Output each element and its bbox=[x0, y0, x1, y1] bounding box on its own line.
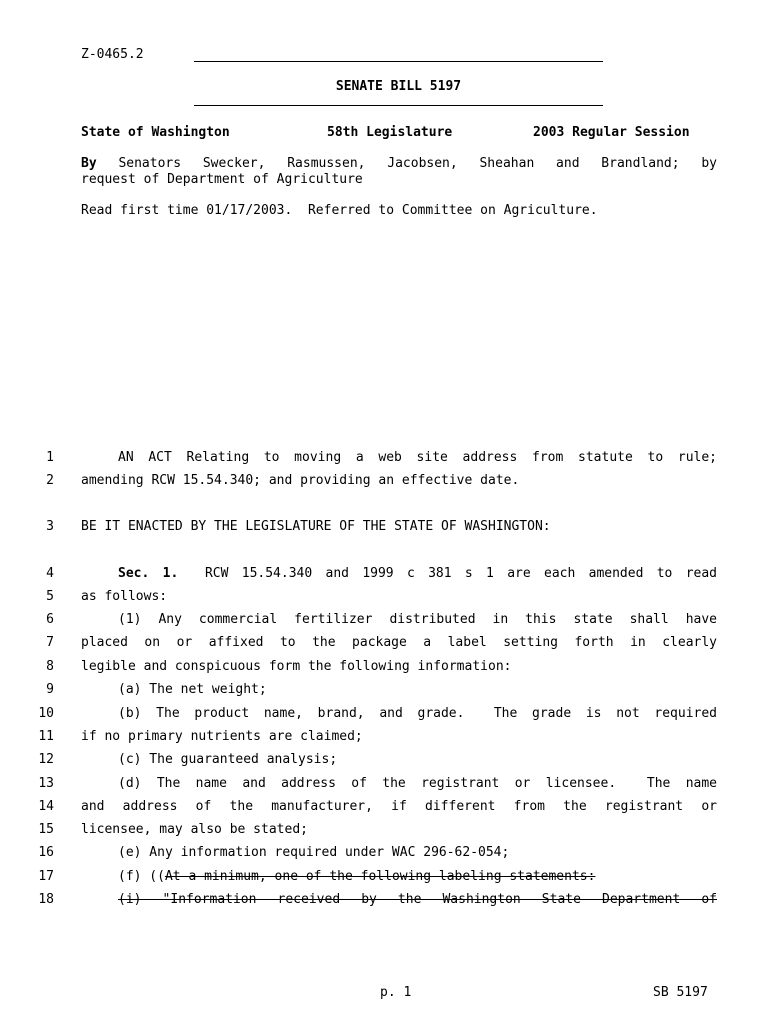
line-number: 9 bbox=[46, 682, 54, 697]
session-label: 2003 Regular Session bbox=[533, 125, 690, 140]
footer-bill-id: SB 5197 bbox=[653, 985, 708, 1000]
bill-line: (b) The product name, brand, and grade. The grade is not required bbox=[118, 706, 717, 721]
section-number: Sec. 1. bbox=[118, 566, 179, 581]
line-number: 15 bbox=[38, 822, 54, 837]
bill-line bbox=[81, 566, 717, 581]
struck-text: At a minimum, one of the following labeling statements: bbox=[164, 869, 596, 884]
sponsors-names: Senators Swecker, Rasmussen, Jacobsen, Sheahan and Brandland; by bbox=[118, 156, 718, 171]
sponsors-line-1 bbox=[81, 156, 717, 171]
struck-text: (i) "Information received by the Washington State Department of bbox=[118, 892, 717, 907]
enacting-clause: BE IT ENACTED BY THE LEGISLATURE OF THE STATE OF WASHINGTON: bbox=[81, 519, 551, 534]
line-number: 4 bbox=[46, 566, 54, 581]
bill-line: (a) The net weight; bbox=[118, 682, 267, 697]
line-number: 10 bbox=[38, 706, 54, 721]
line-number: 13 bbox=[38, 776, 54, 791]
bill-title: SENATE BILL 5197 bbox=[335, 79, 462, 94]
header-rule-bottom bbox=[194, 105, 603, 106]
section-heading-text: RCW 15.54.340 and 1999 c 381 s 1 are each amended to read bbox=[204, 566, 718, 581]
line-number: 18 bbox=[38, 892, 54, 907]
bill-line: and address of the manufacturer, if different from the registrant or bbox=[81, 799, 717, 814]
bill-line: (e) Any information required under WAC 296-62-054; bbox=[118, 845, 510, 860]
document-id: Z-0465.2 bbox=[81, 47, 144, 62]
bill-line bbox=[81, 869, 717, 884]
bill-line: amending RCW 15.54.340; and providing an effective date. bbox=[81, 473, 520, 488]
line-number: 8 bbox=[46, 659, 54, 674]
line-number: 11 bbox=[38, 729, 54, 744]
state-label: State of Washington bbox=[81, 125, 230, 140]
line-number: 3 bbox=[46, 519, 54, 534]
line-number: 14 bbox=[38, 799, 54, 814]
line-number: 16 bbox=[38, 845, 54, 860]
bill-line: (1) Any commercial fertilizer distributed in this state shall have bbox=[118, 612, 717, 627]
line-number: 1 bbox=[46, 450, 54, 465]
bill-line: (c) The guaranteed analysis; bbox=[118, 752, 338, 767]
page-number: p. 1 bbox=[380, 985, 412, 1000]
bill-line: legible and conspicuous form the following information: bbox=[81, 659, 512, 674]
amendment-open-marker: (f) (( bbox=[118, 869, 165, 884]
bill-line: licensee, may also be stated; bbox=[81, 822, 308, 837]
sponsors-by: By bbox=[81, 156, 97, 171]
bill-line: AN ACT Relating to moving a web site address from statute to rule; bbox=[118, 450, 717, 465]
read-first-note: Read first time 01/17/2003. Referred to Committee on Agriculture. bbox=[81, 203, 598, 218]
bill-line: placed on or affixed to the package a label setting forth in clearly bbox=[81, 635, 717, 650]
bill-line: (d) The name and address of the registrant or licensee. The name bbox=[118, 776, 717, 791]
line-number: 6 bbox=[46, 612, 54, 627]
line-number: 12 bbox=[38, 752, 54, 767]
legislature-label: 58th Legislature bbox=[327, 125, 453, 140]
line-number: 2 bbox=[46, 473, 54, 488]
line-number: 5 bbox=[46, 589, 54, 604]
line-number: 7 bbox=[46, 635, 54, 650]
header-rule-top bbox=[194, 61, 603, 62]
bill-line: as follows: bbox=[81, 589, 168, 604]
line-number: 17 bbox=[38, 869, 54, 884]
bill-line: if no primary nutrients are claimed; bbox=[81, 729, 363, 744]
sponsors-line-2: request of Department of Agriculture bbox=[81, 172, 363, 187]
